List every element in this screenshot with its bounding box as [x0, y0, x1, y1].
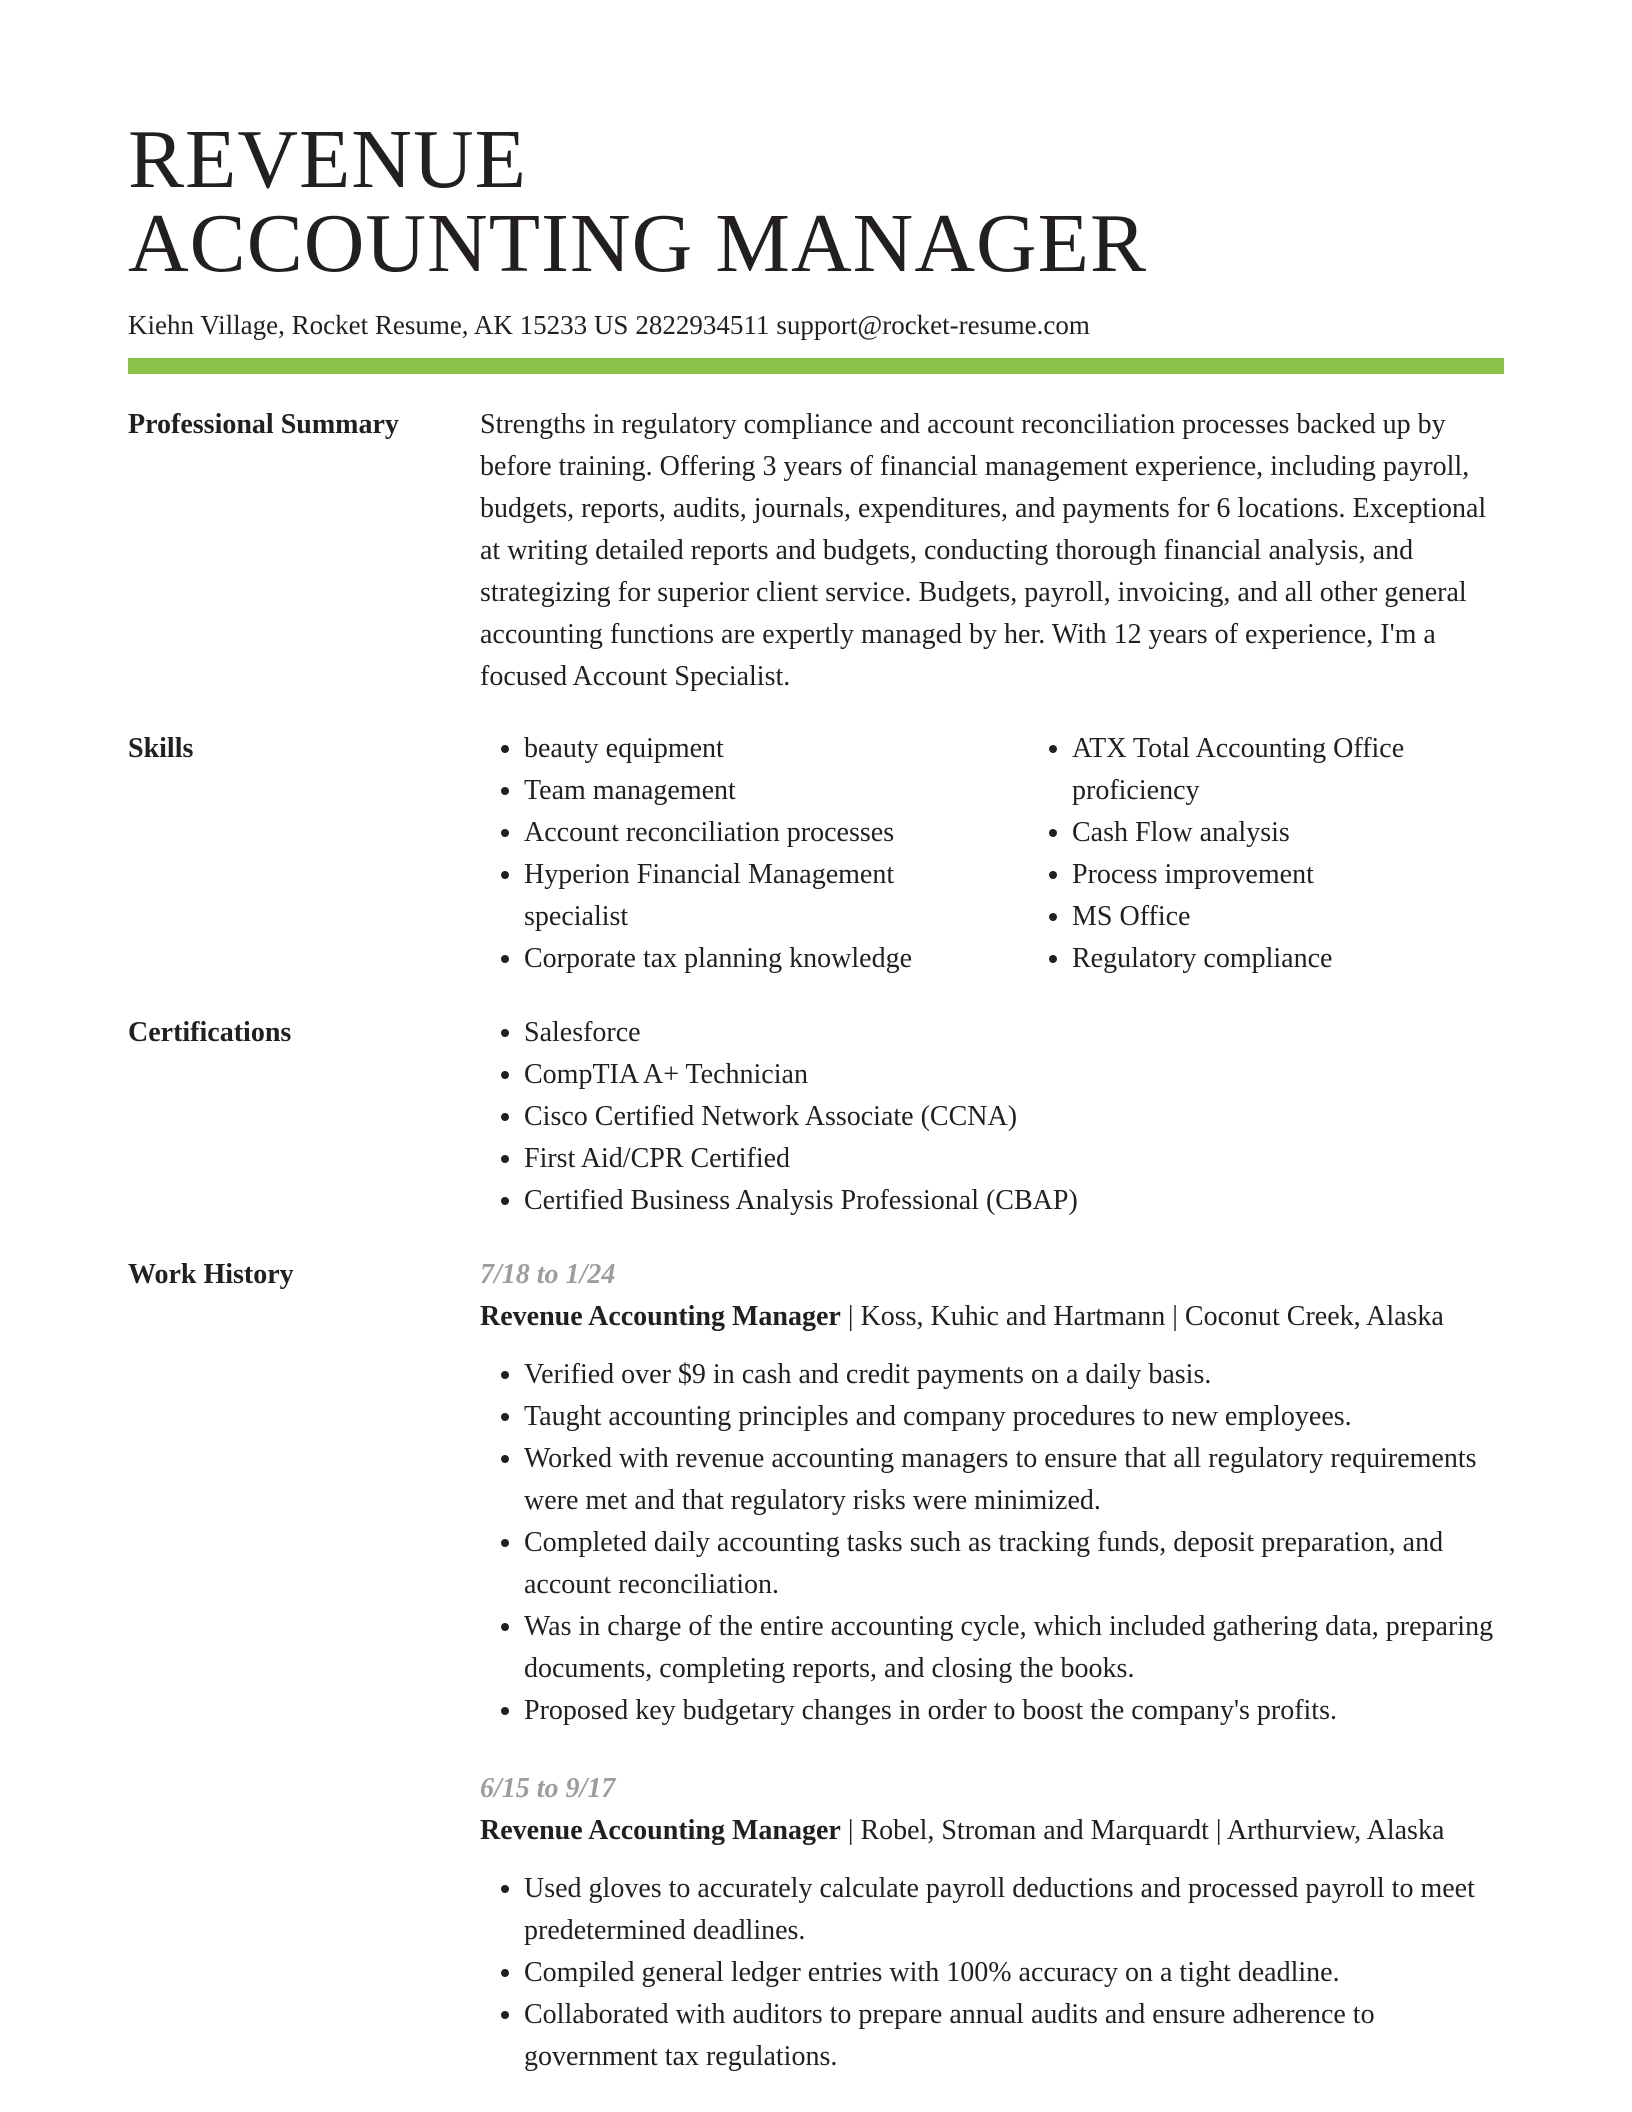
- certification-item: • First Aid/CPR Certified: [524, 1138, 1504, 1180]
- certification-item: • Salesforce: [524, 1012, 1504, 1054]
- skill-item: • Process improvement: [1072, 854, 1532, 896]
- work-history-section: [128, 1254, 1504, 2078]
- job-bullet: • Was in charge of the entire accounting cycle, which included gathering data, preparing documents, completing reports, and closing the books.: [524, 1606, 1504, 1690]
- certifications-list: [480, 1012, 1504, 1222]
- contact-email[interactable]: support@rocket-resume.com: [776, 310, 1090, 340]
- job-bullet: • Collaborated with auditors to prepare annual audits and ensure adherence to government tax regulations.: [524, 1994, 1504, 2078]
- professional-summary-section: [128, 404, 1504, 698]
- job-company: Koss, Kuhic and Hartmann: [860, 1301, 1166, 1332]
- section-title-skills: Skills: [128, 733, 194, 764]
- skills-column-2: [1028, 728, 1532, 980]
- contact-address: Kiehn Village, Rocket Resume, AK 15233 US: [128, 310, 629, 340]
- summary-text: Strengths in regulatory compliance and account reconciliation processes backed up by before training. Offering 3 years of financial management experience, including payroll, budgets, reports, audits, journals, expenditures, and payments for 6 locations. Exceptional at writing detailed reports and budgets, conducting thorough financial analysis, and strategizing for superior client service. Budgets, payroll, invoicing, and all other general accounting functions are expertly managed by her. With 12 years of experience, I'm a focused Account Specialist.: [480, 409, 1487, 692]
- job-bullets: [480, 1868, 1504, 2078]
- job-bullet: • Proposed key budgetary changes in order to boost the company's profits.: [524, 1690, 1504, 1732]
- skill-item: • Regulatory compliance: [1072, 938, 1532, 980]
- skill-item: • beauty equipment: [524, 728, 984, 770]
- job-bullet: • Compiled general ledger entries with 100% accuracy on a tight deadline.: [524, 1952, 1504, 1994]
- certification-item: • CompTIA A+ Technician: [524, 1054, 1504, 1096]
- skill-item: • Hyperion Financial Management specialist: [524, 854, 984, 938]
- job-title: Revenue Accounting Manager: [480, 1301, 841, 1332]
- certifications-section: [128, 1012, 1504, 1222]
- job-bullet: • Worked with revenue accounting managers to ensure that all regulatory requirements were met and that regulatory risks were minimized.: [524, 1438, 1504, 1522]
- section-title-summary: Professional Summary: [128, 409, 399, 440]
- work-history-body: [480, 1254, 1504, 2078]
- job-location: Arthurview, Alaska: [1226, 1815, 1445, 1846]
- job-title: Revenue Accounting Manager: [480, 1815, 841, 1846]
- separator: |: [1215, 1815, 1227, 1846]
- job-dates: 7/18 to 1/24: [480, 1259, 616, 1290]
- contact-phone: 2822934511: [635, 310, 770, 340]
- job-bullet: • Taught accounting principles and company procedures to new employees.: [524, 1396, 1504, 1438]
- job-bullets: [480, 1354, 1504, 1732]
- job-bullet: • Used gloves to accurately calculate payroll deductions and processed payroll to meet predetermined deadlines.: [524, 1868, 1504, 1952]
- job-location: Coconut Creek, Alaska: [1184, 1301, 1444, 1332]
- skill-item: • Cash Flow analysis: [1072, 812, 1532, 854]
- job-bullet: • Verified over $9 in cash and credit payments on a daily basis.: [524, 1354, 1504, 1396]
- separator: |: [847, 1815, 861, 1846]
- skill-item: • MS Office: [1072, 896, 1532, 938]
- certification-item: • Cisco Certified Network Associate (CCNA): [524, 1096, 1504, 1138]
- section-title-work-history: Work History: [128, 1259, 294, 1290]
- skills-column-1: [480, 728, 984, 980]
- certifications-body: [480, 1012, 1504, 1222]
- certification-item: • Certified Business Analysis Professional (CBAP): [524, 1180, 1504, 1222]
- section-title-certifications: Certifications: [128, 1017, 292, 1048]
- resume-header: [128, 113, 1504, 374]
- job-entry: [480, 1768, 1504, 2078]
- job-company: Robel, Stroman and Marquardt: [860, 1815, 1209, 1846]
- name-line-1: REVENUE: [128, 113, 527, 206]
- skills-section: [128, 728, 1504, 980]
- separator: |: [847, 1301, 861, 1332]
- skill-item: • Team management: [524, 770, 984, 812]
- job-bullet: • Completed daily accounting tasks such as tracking funds, deposit preparation, and account reconciliation.: [524, 1522, 1504, 1606]
- job-heading: [480, 1296, 1504, 1338]
- skill-item: • ATX Total Accounting Office proficiency: [1072, 728, 1532, 812]
- separator: |: [1172, 1301, 1185, 1332]
- accent-rule: [128, 358, 1504, 374]
- job-dates: 6/15 to 9/17: [480, 1773, 616, 1804]
- job-heading: [480, 1810, 1504, 1852]
- skill-item: • Corporate tax planning knowledge: [524, 938, 984, 980]
- skills-columns: [480, 728, 1532, 980]
- contact-line: [128, 308, 1504, 342]
- job-entry: [480, 1254, 1504, 1732]
- skill-item: • Account reconciliation processes: [524, 812, 984, 854]
- name-line-2: ACCOUNTING MANAGER: [128, 197, 1147, 290]
